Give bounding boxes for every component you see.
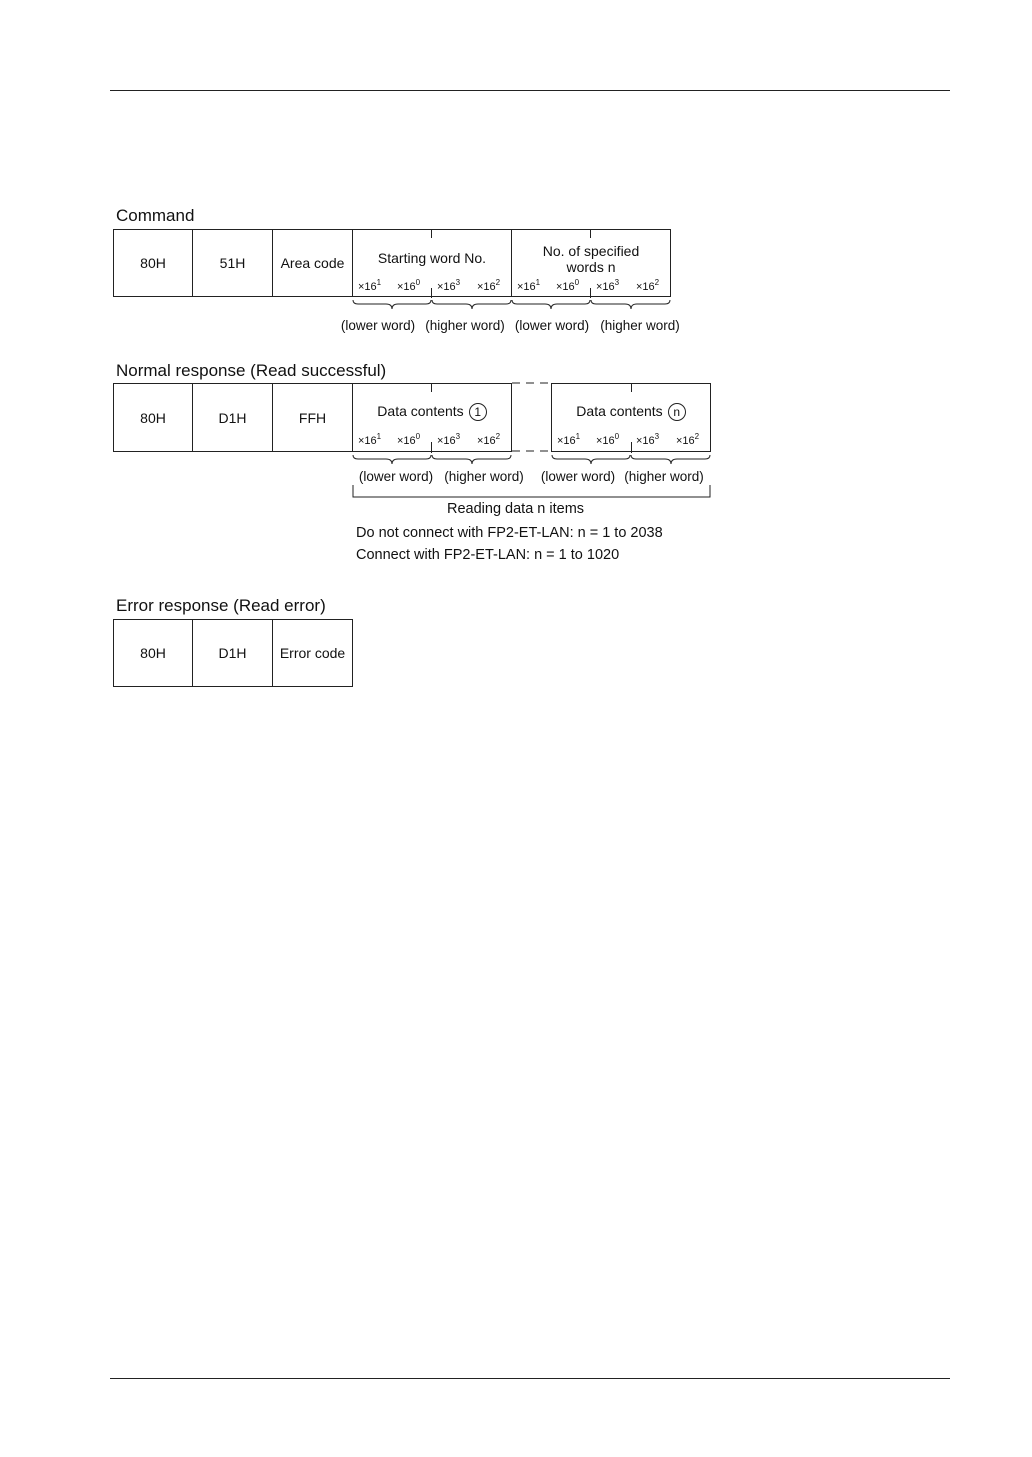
- exponent-label: $\times 16^2$: [676, 432, 700, 447]
- data-contents-last-title: Data contents n: [552, 403, 710, 421]
- error-cell-d1h: D1H: [192, 619, 273, 687]
- exponent-label: $\times 16^2$: [477, 278, 501, 293]
- command-cell-51h: 51H: [192, 229, 273, 297]
- reading-data-bracket: [353, 485, 710, 497]
- exponent-label: $\times 16^3$: [437, 278, 461, 293]
- brace: [353, 455, 431, 464]
- note-without-et-lan: Do not connect with FP2-ET-LAN: n = 1 to 2038: [356, 525, 663, 541]
- normal-response-heading: Normal response (Read successful): [116, 361, 387, 380]
- brace: [353, 300, 431, 309]
- word-label-lower: (lower word): [514, 318, 590, 333]
- exponent-label: $\times 16^0$: [397, 278, 421, 293]
- word-label-higher: (higher word): [624, 469, 704, 484]
- normal-cell-d1h: D1H: [192, 383, 273, 452]
- exponent-label: $\times 16^1$: [358, 432, 382, 447]
- error-cell-80h: 80H: [113, 619, 193, 687]
- exponent-label: $\times 16^2$: [477, 432, 501, 447]
- exponent-label: $\times 16^3$: [636, 432, 660, 447]
- exponent-label: $\times 16^3$: [437, 432, 461, 447]
- exponent-label: $\times 16^3$: [596, 278, 620, 293]
- exponent-label: $\times 16^0$: [596, 432, 620, 447]
- circled-letter-n: n: [668, 403, 686, 421]
- starting-word-title: Starting word No.: [377, 250, 487, 266]
- specified-words-title-2: words n: [566, 259, 616, 275]
- error-response-heading: Error response (Read error): [116, 596, 326, 615]
- normal-cell-ffh: FFH: [272, 383, 353, 452]
- reading-data-label: Reading data n items: [447, 501, 585, 517]
- normal-cell-80h: 80H: [113, 383, 193, 452]
- circled-number-1: 1: [469, 403, 487, 421]
- word-label-higher: (higher word): [444, 469, 524, 484]
- error-cell-error-code: Error code: [272, 619, 353, 687]
- exponent-label: $\times 16^1$: [517, 278, 541, 293]
- brace: [432, 455, 511, 464]
- data-contents-first-title: Data contents 1: [353, 403, 511, 421]
- word-label-higher: (higher word): [425, 318, 505, 333]
- brace: [512, 300, 590, 309]
- exponent-label: $\times 16^2$: [636, 278, 660, 293]
- specified-words-title-1: No. of specified: [542, 243, 640, 259]
- command-heading: Command: [116, 206, 195, 225]
- exponent-label: $\times 16^1$: [358, 278, 382, 293]
- exponent-label: $\times 16^0$: [397, 432, 421, 447]
- word-label-lower: (lower word): [540, 469, 616, 484]
- note-with-et-lan: Connect with FP2-ET-LAN: n = 1 to 1020: [356, 547, 620, 563]
- command-cell-80h: 80H: [113, 229, 193, 297]
- word-label-higher: (higher word): [600, 318, 680, 333]
- brace: [552, 455, 630, 464]
- brace: [432, 300, 511, 309]
- brace: [591, 300, 670, 309]
- brace: [631, 455, 710, 464]
- command-cell-area-code: Area code: [272, 229, 353, 297]
- exponent-label: $\times 16^1$: [557, 432, 581, 447]
- word-label-lower: (lower word): [358, 469, 434, 484]
- exponent-label: $\times 16^0$: [556, 278, 580, 293]
- word-label-lower: (lower word): [340, 318, 416, 333]
